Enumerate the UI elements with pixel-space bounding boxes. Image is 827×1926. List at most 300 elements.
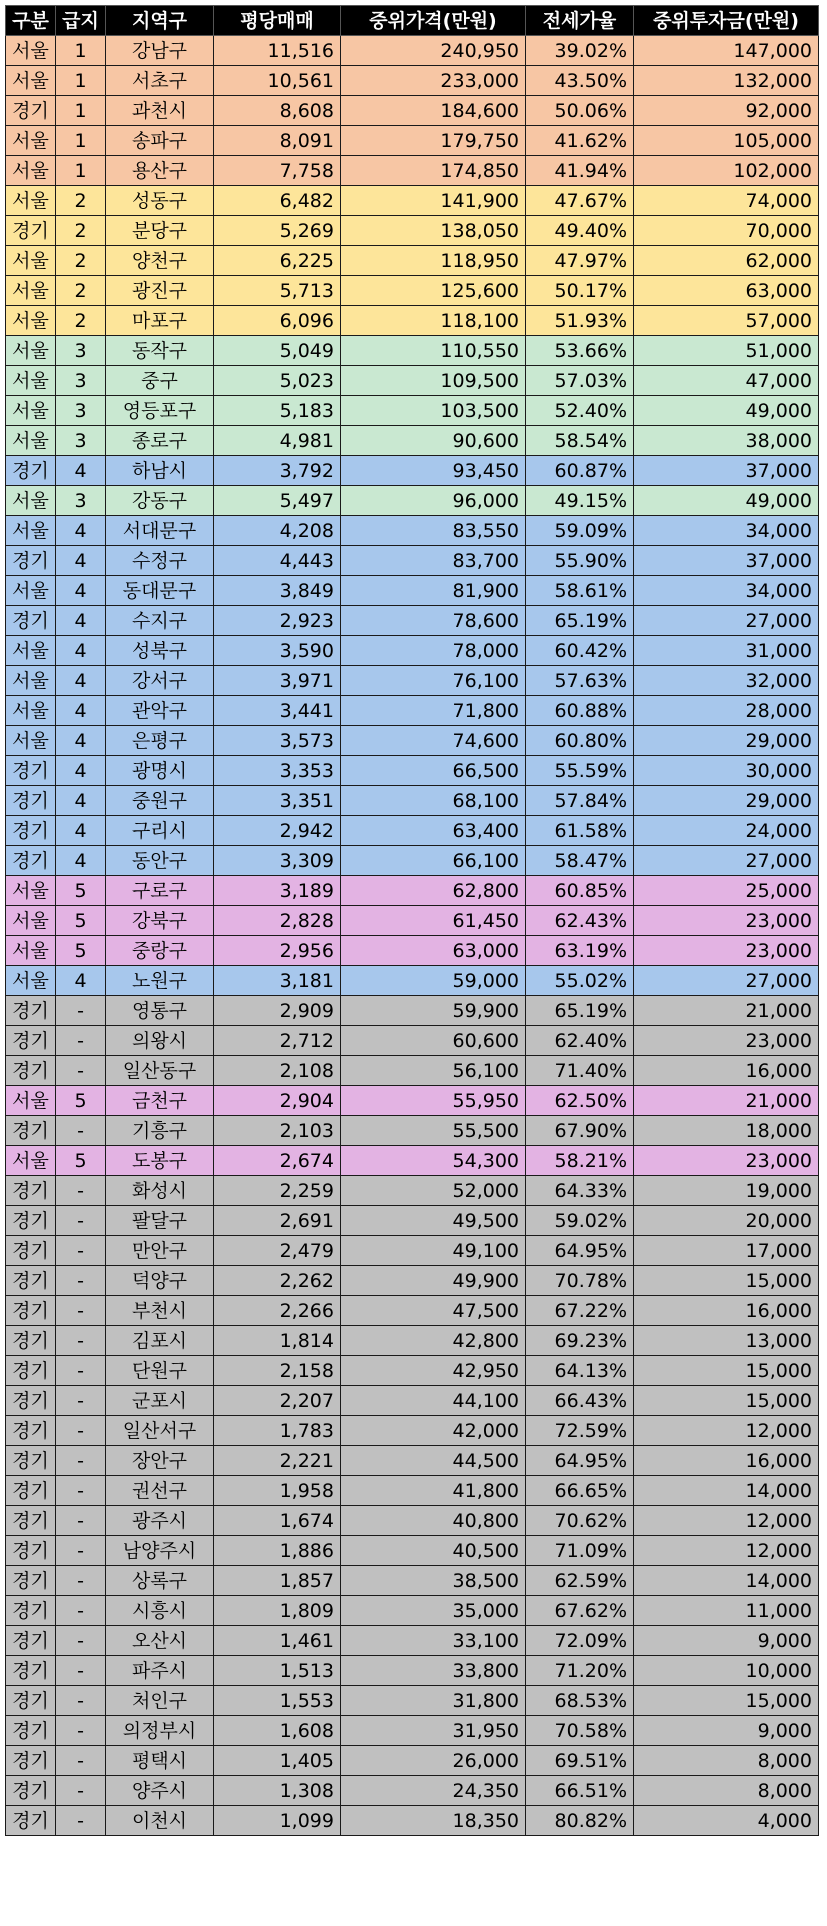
cell-median-price: 96,000	[341, 486, 526, 516]
cell-jeonse-ratio: 60.42%	[526, 636, 634, 666]
cell-median-price: 78,000	[341, 636, 526, 666]
cell-median-price: 110,550	[341, 336, 526, 366]
cell-jeonse-ratio: 43.50%	[526, 66, 634, 96]
table-row	[6, 1626, 819, 1656]
table-row	[6, 756, 819, 786]
cell-district: 군포시	[106, 1386, 214, 1416]
cell-price-per-pyeong: 5,183	[214, 396, 341, 426]
cell-median-price: 33,800	[341, 1656, 526, 1686]
cell-district: 동대문구	[106, 576, 214, 606]
cell-median-price: 93,450	[341, 456, 526, 486]
cell-district: 처인구	[106, 1686, 214, 1716]
cell-tier: 5	[56, 1146, 106, 1176]
cell-median-price: 49,900	[341, 1266, 526, 1296]
cell-district: 과천시	[106, 96, 214, 126]
cell-median-investment: 38,000	[634, 426, 819, 456]
cell-jeonse-ratio: 70.58%	[526, 1716, 634, 1746]
cell-jeonse-ratio: 49.40%	[526, 216, 634, 246]
cell-jeonse-ratio: 71.09%	[526, 1536, 634, 1566]
cell-district: 중원구	[106, 786, 214, 816]
cell-category: 서울	[6, 516, 56, 546]
cell-median-price: 141,900	[341, 186, 526, 216]
cell-median-investment: 27,000	[634, 846, 819, 876]
cell-jeonse-ratio: 65.19%	[526, 606, 634, 636]
cell-jeonse-ratio: 58.21%	[526, 1146, 634, 1176]
table-row	[6, 1416, 819, 1446]
cell-category: 서울	[6, 936, 56, 966]
table-row	[6, 1476, 819, 1506]
table-row	[6, 846, 819, 876]
cell-jeonse-ratio: 66.43%	[526, 1386, 634, 1416]
cell-median-price: 118,100	[341, 306, 526, 336]
header-jeonse-ratio: 전세가율	[526, 6, 634, 36]
cell-tier: 2	[56, 246, 106, 276]
cell-median-investment: 15,000	[634, 1266, 819, 1296]
cell-jeonse-ratio: 57.63%	[526, 666, 634, 696]
cell-median-price: 76,100	[341, 666, 526, 696]
cell-tier: 1	[56, 36, 106, 66]
table-header	[6, 6, 819, 36]
cell-median-investment: 57,000	[634, 306, 819, 336]
cell-price-per-pyeong: 3,849	[214, 576, 341, 606]
cell-median-price: 63,400	[341, 816, 526, 846]
cell-median-investment: 12,000	[634, 1416, 819, 1446]
cell-category: 경기	[6, 1656, 56, 1686]
cell-tier: 4	[56, 546, 106, 576]
cell-median-investment: 102,000	[634, 156, 819, 186]
cell-category: 서울	[6, 426, 56, 456]
cell-category: 서울	[6, 306, 56, 336]
cell-tier: 2	[56, 306, 106, 336]
cell-median-investment: 13,000	[634, 1326, 819, 1356]
cell-category: 서울	[6, 1086, 56, 1116]
cell-district: 금천구	[106, 1086, 214, 1116]
cell-median-investment: 25,000	[634, 876, 819, 906]
cell-category: 경기	[6, 1056, 56, 1086]
cell-district: 도봉구	[106, 1146, 214, 1176]
cell-median-investment: 15,000	[634, 1386, 819, 1416]
cell-district: 영통구	[106, 996, 214, 1026]
header-tier: 급지	[56, 6, 106, 36]
table-row	[6, 1686, 819, 1716]
cell-price-per-pyeong: 4,443	[214, 546, 341, 576]
cell-tier: 4	[56, 636, 106, 666]
cell-category: 경기	[6, 1206, 56, 1236]
cell-district: 김포시	[106, 1326, 214, 1356]
cell-median-price: 42,800	[341, 1326, 526, 1356]
cell-district: 구리시	[106, 816, 214, 846]
cell-jeonse-ratio: 52.40%	[526, 396, 634, 426]
cell-median-price: 60,600	[341, 1026, 526, 1056]
cell-category: 경기	[6, 1626, 56, 1656]
table-row	[6, 1566, 819, 1596]
cell-median-investment: 12,000	[634, 1536, 819, 1566]
table-row	[6, 216, 819, 246]
cell-median-investment: 15,000	[634, 1686, 819, 1716]
cell-median-investment: 63,000	[634, 276, 819, 306]
cell-jeonse-ratio: 69.51%	[526, 1746, 634, 1776]
cell-jeonse-ratio: 57.03%	[526, 366, 634, 396]
table-row	[6, 546, 819, 576]
cell-district: 분당구	[106, 216, 214, 246]
cell-median-investment: 19,000	[634, 1176, 819, 1206]
cell-median-investment: 70,000	[634, 216, 819, 246]
table-row	[6, 1446, 819, 1476]
cell-price-per-pyeong: 8,091	[214, 126, 341, 156]
table-row	[6, 486, 819, 516]
cell-category: 경기	[6, 1236, 56, 1266]
cell-price-per-pyeong: 5,049	[214, 336, 341, 366]
cell-price-per-pyeong: 1,608	[214, 1716, 341, 1746]
cell-district: 용산구	[106, 156, 214, 186]
cell-price-per-pyeong: 2,479	[214, 1236, 341, 1266]
cell-median-investment: 28,000	[634, 696, 819, 726]
cell-jeonse-ratio: 70.62%	[526, 1506, 634, 1536]
cell-tier: 3	[56, 336, 106, 366]
cell-jeonse-ratio: 66.51%	[526, 1776, 634, 1806]
cell-price-per-pyeong: 2,266	[214, 1296, 341, 1326]
table-row	[6, 186, 819, 216]
table-row	[6, 1266, 819, 1296]
cell-district: 덕양구	[106, 1266, 214, 1296]
cell-district: 수지구	[106, 606, 214, 636]
cell-median-investment: 31,000	[634, 636, 819, 666]
table-row	[6, 456, 819, 486]
cell-median-investment: 23,000	[634, 906, 819, 936]
cell-price-per-pyeong: 3,351	[214, 786, 341, 816]
cell-price-per-pyeong: 10,561	[214, 66, 341, 96]
cell-price-per-pyeong: 2,923	[214, 606, 341, 636]
cell-district: 상록구	[106, 1566, 214, 1596]
cell-jeonse-ratio: 62.50%	[526, 1086, 634, 1116]
cell-tier: -	[56, 1626, 106, 1656]
cell-district: 노원구	[106, 966, 214, 996]
cell-median-price: 68,100	[341, 786, 526, 816]
cell-jeonse-ratio: 41.62%	[526, 126, 634, 156]
cell-district: 서초구	[106, 66, 214, 96]
table-row	[6, 606, 819, 636]
cell-median-price: 66,500	[341, 756, 526, 786]
cell-jeonse-ratio: 60.80%	[526, 726, 634, 756]
cell-price-per-pyeong: 2,259	[214, 1176, 341, 1206]
cell-median-price: 125,600	[341, 276, 526, 306]
cell-median-price: 61,450	[341, 906, 526, 936]
cell-price-per-pyeong: 3,792	[214, 456, 341, 486]
table-row	[6, 906, 819, 936]
cell-tier: 1	[56, 156, 106, 186]
cell-median-price: 55,950	[341, 1086, 526, 1116]
table-row	[6, 1176, 819, 1206]
cell-price-per-pyeong: 4,981	[214, 426, 341, 456]
cell-tier: -	[56, 1116, 106, 1146]
cell-district: 관악구	[106, 696, 214, 726]
cell-price-per-pyeong: 2,712	[214, 1026, 341, 1056]
cell-median-investment: 14,000	[634, 1476, 819, 1506]
cell-category: 서울	[6, 966, 56, 996]
cell-median-price: 103,500	[341, 396, 526, 426]
cell-district: 중구	[106, 366, 214, 396]
cell-price-per-pyeong: 1,886	[214, 1536, 341, 1566]
table-row	[6, 516, 819, 546]
cell-district: 오산시	[106, 1626, 214, 1656]
cell-jeonse-ratio: 64.33%	[526, 1176, 634, 1206]
cell-tier: 5	[56, 876, 106, 906]
cell-tier: 3	[56, 396, 106, 426]
cell-price-per-pyeong: 4,208	[214, 516, 341, 546]
cell-district: 중랑구	[106, 936, 214, 966]
cell-category: 경기	[6, 1776, 56, 1806]
cell-median-price: 184,600	[341, 96, 526, 126]
cell-category: 경기	[6, 1686, 56, 1716]
cell-district: 동작구	[106, 336, 214, 366]
cell-median-investment: 14,000	[634, 1566, 819, 1596]
cell-category: 서울	[6, 126, 56, 156]
cell-price-per-pyeong: 5,497	[214, 486, 341, 516]
cell-tier: -	[56, 1176, 106, 1206]
cell-median-price: 44,500	[341, 1446, 526, 1476]
table-row	[6, 1536, 819, 1566]
cell-price-per-pyeong: 5,269	[214, 216, 341, 246]
table-row	[6, 1716, 819, 1746]
cell-district: 강서구	[106, 666, 214, 696]
cell-jeonse-ratio: 60.88%	[526, 696, 634, 726]
cell-tier: -	[56, 1446, 106, 1476]
cell-price-per-pyeong: 6,225	[214, 246, 341, 276]
cell-median-investment: 10,000	[634, 1656, 819, 1686]
cell-median-price: 33,100	[341, 1626, 526, 1656]
cell-tier: 4	[56, 516, 106, 546]
cell-price-per-pyeong: 3,181	[214, 966, 341, 996]
header-row	[6, 6, 819, 36]
cell-median-price: 74,600	[341, 726, 526, 756]
cell-category: 경기	[6, 816, 56, 846]
cell-district: 일산동구	[106, 1056, 214, 1086]
cell-price-per-pyeong: 1,783	[214, 1416, 341, 1446]
table-row	[6, 1746, 819, 1776]
cell-price-per-pyeong: 2,103	[214, 1116, 341, 1146]
cell-median-price: 83,550	[341, 516, 526, 546]
table-row	[6, 1386, 819, 1416]
cell-tier: 4	[56, 786, 106, 816]
cell-median-price: 81,900	[341, 576, 526, 606]
cell-category: 서울	[6, 1146, 56, 1176]
cell-jeonse-ratio: 47.97%	[526, 246, 634, 276]
cell-jeonse-ratio: 71.40%	[526, 1056, 634, 1086]
cell-jeonse-ratio: 59.09%	[526, 516, 634, 546]
cell-median-investment: 32,000	[634, 666, 819, 696]
cell-jeonse-ratio: 55.02%	[526, 966, 634, 996]
cell-median-investment: 18,000	[634, 1116, 819, 1146]
cell-median-price: 59,900	[341, 996, 526, 1026]
cell-tier: -	[56, 1416, 106, 1446]
cell-price-per-pyeong: 1,513	[214, 1656, 341, 1686]
table-row	[6, 1806, 819, 1836]
cell-median-investment: 21,000	[634, 996, 819, 1026]
cell-median-investment: 16,000	[634, 1056, 819, 1086]
cell-category: 서울	[6, 666, 56, 696]
cell-tier: 3	[56, 366, 106, 396]
table-row	[6, 396, 819, 426]
cell-category: 경기	[6, 1386, 56, 1416]
cell-jeonse-ratio: 57.84%	[526, 786, 634, 816]
cell-tier: -	[56, 1356, 106, 1386]
cell-price-per-pyeong: 1,674	[214, 1506, 341, 1536]
cell-median-price: 31,800	[341, 1686, 526, 1716]
cell-median-investment: 30,000	[634, 756, 819, 786]
table-row	[6, 96, 819, 126]
cell-tier: -	[56, 1746, 106, 1776]
cell-tier: -	[56, 1386, 106, 1416]
cell-price-per-pyeong: 2,221	[214, 1446, 341, 1476]
cell-category: 경기	[6, 1026, 56, 1056]
cell-tier: -	[56, 1656, 106, 1686]
cell-jeonse-ratio: 60.87%	[526, 456, 634, 486]
table-row	[6, 1656, 819, 1686]
table-row	[6, 126, 819, 156]
table-row	[6, 1026, 819, 1056]
cell-category: 경기	[6, 1476, 56, 1506]
cell-category: 경기	[6, 1356, 56, 1386]
cell-tier: -	[56, 1536, 106, 1566]
cell-price-per-pyeong: 1,405	[214, 1746, 341, 1776]
cell-price-per-pyeong: 1,958	[214, 1476, 341, 1506]
cell-category: 경기	[6, 1116, 56, 1146]
cell-tier: 3	[56, 486, 106, 516]
cell-tier: 4	[56, 966, 106, 996]
cell-category: 경기	[6, 1536, 56, 1566]
table-row	[6, 576, 819, 606]
cell-district: 성북구	[106, 636, 214, 666]
cell-jeonse-ratio: 50.17%	[526, 276, 634, 306]
cell-median-price: 240,950	[341, 36, 526, 66]
cell-price-per-pyeong: 1,809	[214, 1596, 341, 1626]
cell-tier: -	[56, 1326, 106, 1356]
cell-category: 경기	[6, 846, 56, 876]
cell-tier: 4	[56, 726, 106, 756]
cell-tier: 4	[56, 666, 106, 696]
cell-category: 경기	[6, 786, 56, 816]
cell-category: 서울	[6, 726, 56, 756]
table-row	[6, 786, 819, 816]
cell-jeonse-ratio: 39.02%	[526, 36, 634, 66]
cell-price-per-pyeong: 2,909	[214, 996, 341, 1026]
cell-jeonse-ratio: 71.20%	[526, 1656, 634, 1686]
cell-district: 파주시	[106, 1656, 214, 1686]
cell-median-price: 56,100	[341, 1056, 526, 1086]
cell-jeonse-ratio: 69.23%	[526, 1326, 634, 1356]
cell-jeonse-ratio: 55.59%	[526, 756, 634, 786]
cell-median-investment: 23,000	[634, 1026, 819, 1056]
cell-jeonse-ratio: 51.93%	[526, 306, 634, 336]
header-district: 지역구	[106, 6, 214, 36]
cell-category: 경기	[6, 1446, 56, 1476]
cell-district: 양천구	[106, 246, 214, 276]
cell-tier: -	[56, 1776, 106, 1806]
table-row	[6, 306, 819, 336]
cell-median-investment: 49,000	[634, 486, 819, 516]
cell-tier: -	[56, 996, 106, 1026]
cell-district: 하남시	[106, 456, 214, 486]
table-row	[6, 366, 819, 396]
table-row	[6, 876, 819, 906]
cell-jeonse-ratio: 80.82%	[526, 1806, 634, 1836]
cell-tier: -	[56, 1296, 106, 1326]
cell-category: 경기	[6, 1326, 56, 1356]
cell-median-investment: 74,000	[634, 186, 819, 216]
cell-price-per-pyeong: 3,441	[214, 696, 341, 726]
table-row	[6, 1236, 819, 1266]
cell-median-price: 18,350	[341, 1806, 526, 1836]
header-median-investment: 중위투자금(만원)	[634, 6, 819, 36]
cell-jeonse-ratio: 58.61%	[526, 576, 634, 606]
cell-median-investment: 105,000	[634, 126, 819, 156]
cell-jeonse-ratio: 47.67%	[526, 186, 634, 216]
cell-jeonse-ratio: 50.06%	[526, 96, 634, 126]
cell-district: 일산서구	[106, 1416, 214, 1446]
cell-category: 경기	[6, 216, 56, 246]
cell-district: 단원구	[106, 1356, 214, 1386]
cell-district: 기흥구	[106, 1116, 214, 1146]
cell-median-price: 233,000	[341, 66, 526, 96]
cell-price-per-pyeong: 1,099	[214, 1806, 341, 1836]
cell-median-price: 90,600	[341, 426, 526, 456]
cell-median-investment: 9,000	[634, 1716, 819, 1746]
table-row	[6, 666, 819, 696]
cell-jeonse-ratio: 58.54%	[526, 426, 634, 456]
cell-district: 성동구	[106, 186, 214, 216]
cell-district: 동안구	[106, 846, 214, 876]
cell-district: 의왕시	[106, 1026, 214, 1056]
cell-median-investment: 27,000	[634, 966, 819, 996]
cell-category: 경기	[6, 1296, 56, 1326]
cell-category: 경기	[6, 1506, 56, 1536]
cell-median-price: 62,800	[341, 876, 526, 906]
cell-median-investment: 8,000	[634, 1776, 819, 1806]
cell-median-price: 83,700	[341, 546, 526, 576]
cell-district: 광명시	[106, 756, 214, 786]
cell-category: 경기	[6, 96, 56, 126]
cell-jeonse-ratio: 68.53%	[526, 1686, 634, 1716]
cell-median-price: 55,500	[341, 1116, 526, 1146]
cell-median-price: 38,500	[341, 1566, 526, 1596]
cell-median-investment: 20,000	[634, 1206, 819, 1236]
cell-median-price: 26,000	[341, 1746, 526, 1776]
cell-price-per-pyeong: 5,713	[214, 276, 341, 306]
cell-median-investment: 62,000	[634, 246, 819, 276]
cell-price-per-pyeong: 2,904	[214, 1086, 341, 1116]
cell-jeonse-ratio: 72.09%	[526, 1626, 634, 1656]
cell-tier: 4	[56, 816, 106, 846]
cell-median-price: 118,950	[341, 246, 526, 276]
cell-tier: 5	[56, 906, 106, 936]
cell-category: 경기	[6, 1806, 56, 1836]
cell-median-investment: 49,000	[634, 396, 819, 426]
table-row	[6, 936, 819, 966]
cell-category: 서울	[6, 396, 56, 426]
cell-median-investment: 27,000	[634, 606, 819, 636]
cell-price-per-pyeong: 6,482	[214, 186, 341, 216]
cell-category: 경기	[6, 606, 56, 636]
cell-price-per-pyeong: 2,207	[214, 1386, 341, 1416]
cell-median-price: 49,100	[341, 1236, 526, 1266]
cell-median-price: 109,500	[341, 366, 526, 396]
cell-tier: 4	[56, 846, 106, 876]
table-row	[6, 726, 819, 756]
table-wrapper	[5, 5, 819, 1836]
cell-district: 장안구	[106, 1446, 214, 1476]
cell-price-per-pyeong: 11,516	[214, 36, 341, 66]
cell-tier: 2	[56, 186, 106, 216]
